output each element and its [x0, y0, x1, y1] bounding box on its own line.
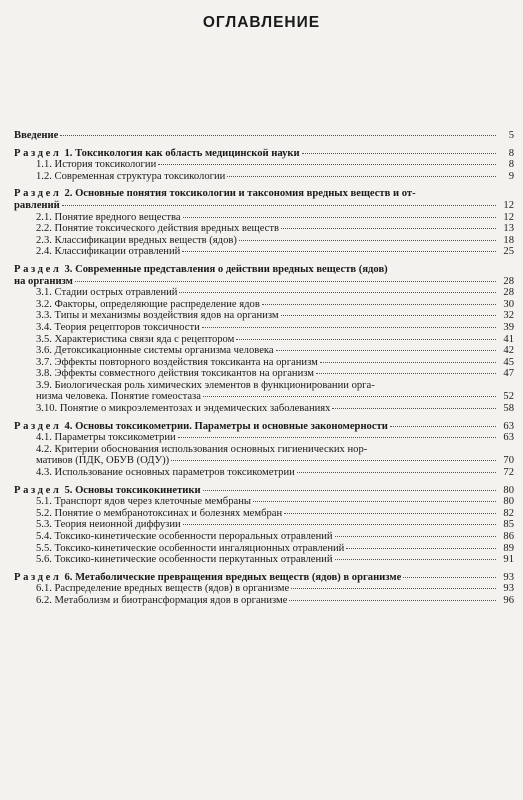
toc-entry: [14, 380, 514, 403]
section-heading-label: [14, 572, 401, 584]
toc-entry: [14, 299, 514, 311]
toc-entry: [14, 357, 514, 369]
toc-entry: [14, 432, 514, 444]
section-heading-label: [14, 148, 300, 160]
entry-label: 5.2. Понятие о мембранотоксинах и болезнях мембран: [36, 507, 283, 519]
toc-entry: [14, 467, 514, 479]
toc-entry: [14, 595, 514, 607]
dot-leader: [289, 600, 496, 601]
section-title: Современные представления о действии вредных веществ (ядов): [75, 263, 388, 275]
page-number: 91: [503, 554, 514, 566]
page-number: 42: [503, 345, 514, 357]
dot-leader: [390, 426, 496, 427]
entry-label: 5.3. Теория неионной диффузии: [36, 519, 181, 531]
entry-label: 2.2. Понятие токсического действия вредных веществ: [36, 223, 280, 235]
dot-leader: [236, 339, 496, 340]
page-number: 58: [503, 403, 514, 415]
entry-label: 3.9. Биологическая роль химических элементов в функционировании орга-: [36, 379, 375, 391]
page-number: 32: [503, 310, 514, 322]
page-number: 52: [503, 391, 514, 403]
dot-leader: [171, 460, 496, 461]
toc-entry: [14, 444, 514, 467]
page-number: 85: [503, 519, 514, 531]
page-number: 30: [503, 298, 514, 310]
toc-entry: [14, 345, 514, 357]
page-number: 41: [503, 333, 514, 345]
entry-label: 4.3. Использование основных параметров токсикометрии: [36, 467, 295, 479]
page-number: 72: [503, 467, 514, 479]
page-number: 70: [503, 455, 514, 467]
section-word: Раздел: [14, 420, 62, 432]
toc-entry: [14, 246, 514, 258]
entry-label: 3.10. Понятие о микроэлементозах и эндемических заболеваниях: [36, 403, 331, 415]
section-heading: [14, 572, 514, 584]
section-heading: [14, 148, 514, 160]
section-heading-label: [14, 485, 201, 497]
dot-leader: [316, 373, 496, 374]
page-number: 9: [508, 170, 514, 182]
page-number: 18: [503, 234, 514, 246]
page-title: ОГЛАВЛЕНИЕ: [202, 14, 321, 31]
dot-leader: [276, 350, 496, 351]
dot-leader: [297, 472, 496, 473]
dot-leader: [284, 513, 496, 514]
entry-label: 2.3. Классификации вредных веществ (ядов): [36, 234, 237, 246]
section-heading-line: [14, 200, 514, 212]
section-number: 5.: [64, 484, 73, 496]
toc-entry: [14, 508, 514, 520]
entry-label: Введение: [14, 130, 59, 141]
page-number: 28: [503, 275, 514, 287]
toc-entry: [14, 543, 514, 555]
entry-label: 1.2. Современная структура токсикологии: [36, 170, 226, 182]
entry-label: 5.6. Токсико-кинетические особенности перкутанных отравлений: [36, 554, 333, 566]
page-number: 13: [503, 223, 514, 235]
dot-leader: [182, 251, 496, 252]
dot-leader: [291, 588, 496, 589]
page-number: 63: [503, 432, 514, 444]
entry-last-line: [36, 455, 514, 467]
entry-label: 2.4. Классификации отравлений: [36, 246, 181, 258]
section-word: Раздел: [14, 147, 62, 159]
page-number: 63: [503, 420, 514, 432]
section-title: Токсикология как область медицинской науки: [75, 147, 300, 159]
toc-entry: [14, 531, 514, 543]
page-number: 93: [503, 571, 514, 583]
dot-leader: [183, 217, 496, 218]
page-number: 80: [503, 484, 514, 496]
dot-leader: [403, 577, 496, 578]
entry-label: мативов (ПДК, ОБУВ (ОДУ)): [36, 455, 170, 467]
entry-label: 4.1. Параметры токсикометрии: [36, 432, 176, 444]
toc-entry: [14, 322, 514, 334]
page-number: 45: [503, 356, 514, 368]
dot-leader: [253, 501, 496, 502]
section-word: Раздел: [14, 263, 62, 275]
dot-leader: [346, 548, 496, 549]
entry-label: 3.5. Характеристика связи яда с рецептором: [36, 333, 235, 345]
entry-label: 3.6. Детоксикационные системы организма человека: [36, 345, 274, 357]
dot-leader: [62, 205, 496, 206]
entry-label: 6.1. Распределение вредных веществ (ядов) в организме: [36, 583, 290, 595]
toc-entry: [14, 287, 514, 299]
toc-entry: [14, 583, 514, 595]
entry-label: 1.1. История токсикологии: [36, 159, 157, 171]
entry-label: 3.7. Эффекты повторного воздействия токсиканта на организм: [36, 356, 318, 368]
section-number: 6.: [64, 571, 73, 583]
section-number: 4.: [64, 420, 73, 432]
entry-label: 2.1. Понятие вредного вещества: [36, 211, 181, 223]
entry-label: 3.2. Факторы, определяющие распределение ядов: [36, 298, 260, 310]
dot-leader: [281, 315, 496, 316]
section-title: Метаболические превращения вредных веществ (ядов) в организме: [75, 571, 402, 583]
dot-leader: [202, 327, 496, 328]
table-of-contents: [14, 130, 514, 607]
dot-leader: [335, 536, 496, 537]
toc-entry: [14, 159, 514, 171]
section-number: 2.: [64, 188, 73, 200]
entry-label: низма человека. Понятие гомеостаза: [36, 391, 201, 403]
page-number: 86: [503, 531, 514, 542]
section-heading-line: [14, 276, 514, 288]
dot-leader: [320, 362, 496, 363]
page-number: 96: [503, 594, 514, 606]
page-number: 8: [508, 159, 514, 171]
section-word: Раздел: [14, 484, 62, 496]
toc-entry: [14, 496, 514, 508]
section-heading-line: [14, 188, 514, 200]
dot-leader: [158, 164, 496, 165]
page-number: 25: [503, 246, 514, 258]
page-number: 12: [503, 199, 514, 211]
toc-entry: [14, 212, 514, 224]
dot-leader: [183, 524, 496, 525]
section-heading: [14, 264, 514, 287]
toc-entry: [14, 334, 514, 346]
page-number: 12: [503, 211, 514, 223]
entry-label: 6.2. Метаболизм и биотрансформация ядов в организме: [36, 594, 288, 606]
dot-leader: [302, 153, 496, 154]
page-number: 47: [503, 368, 514, 380]
dot-leader: [203, 490, 496, 491]
toc-entry: [14, 171, 514, 183]
page-number: 8: [508, 147, 514, 159]
dot-leader: [178, 437, 496, 438]
dot-leader: [239, 240, 496, 241]
section-heading: [14, 188, 514, 211]
entry-label: 3.1. Стадии острых отравлений: [36, 287, 178, 299]
entry-label: 5.1. Транспорт ядов через клеточные мембраны: [36, 496, 251, 508]
toc-entry: [14, 223, 514, 235]
section-word: Раздел: [14, 188, 62, 200]
section-heading-line: [14, 264, 514, 276]
page-number: 89: [503, 542, 514, 554]
dot-leader: [332, 408, 496, 409]
entry-label: 3.8. Эффекты совместного действия токсикантов на организм: [36, 368, 314, 380]
section-number: 3.: [64, 263, 73, 275]
dot-leader: [335, 559, 496, 560]
toc-entry: [14, 368, 514, 380]
toc-entry: [14, 519, 514, 531]
dot-leader: [262, 304, 496, 305]
page-number: 5: [508, 130, 514, 141]
toc-entry: [14, 235, 514, 247]
toc-entry: [14, 403, 514, 415]
toc-entry: [14, 310, 514, 322]
page-number: 80: [503, 496, 514, 508]
dot-leader: [227, 176, 496, 177]
section-title: Основы токсикокинетики: [75, 484, 201, 496]
section-heading: [14, 485, 514, 497]
page-number: 93: [503, 583, 514, 595]
dot-leader: [203, 396, 496, 397]
section-title: Основные понятия токсикологии и таксономия вредных веществ и от-: [75, 188, 416, 200]
section-word: Раздел: [14, 571, 62, 583]
dot-leader: [75, 281, 496, 282]
page-number: 82: [503, 507, 514, 519]
toc-entry-introduction: [14, 130, 514, 142]
toc-entry: [14, 554, 514, 566]
dot-leader: [179, 292, 496, 293]
section-number: 1.: [64, 147, 73, 159]
section-title: на организм: [14, 275, 73, 287]
section-heading: [14, 421, 514, 433]
section-title: Основы токсикометрии. Параметры и основные закономерности: [75, 420, 388, 432]
entry-label: 3.3. Типы и механизмы воздействия ядов на организм: [36, 310, 279, 322]
dot-leader: [60, 135, 496, 136]
entry-label: 3.4. Теория рецепторов токсичности: [36, 321, 200, 333]
entry-last-line: [36, 391, 514, 403]
entry-label: 4.2. Критерии обоснования использования основных гигиенических нор-: [36, 443, 368, 455]
page-number: 39: [503, 321, 514, 333]
section-heading-label: [14, 421, 388, 433]
entry-label: 5.4. Токсико-кинетические особенности пероральных отравлений: [36, 531, 333, 542]
page-number: 28: [503, 287, 514, 299]
entry-label: 5.5. Токсико-кинетические особенности ингаляционных отравлений: [36, 542, 345, 554]
section-title: равлений: [14, 199, 60, 211]
dot-leader: [281, 228, 496, 229]
